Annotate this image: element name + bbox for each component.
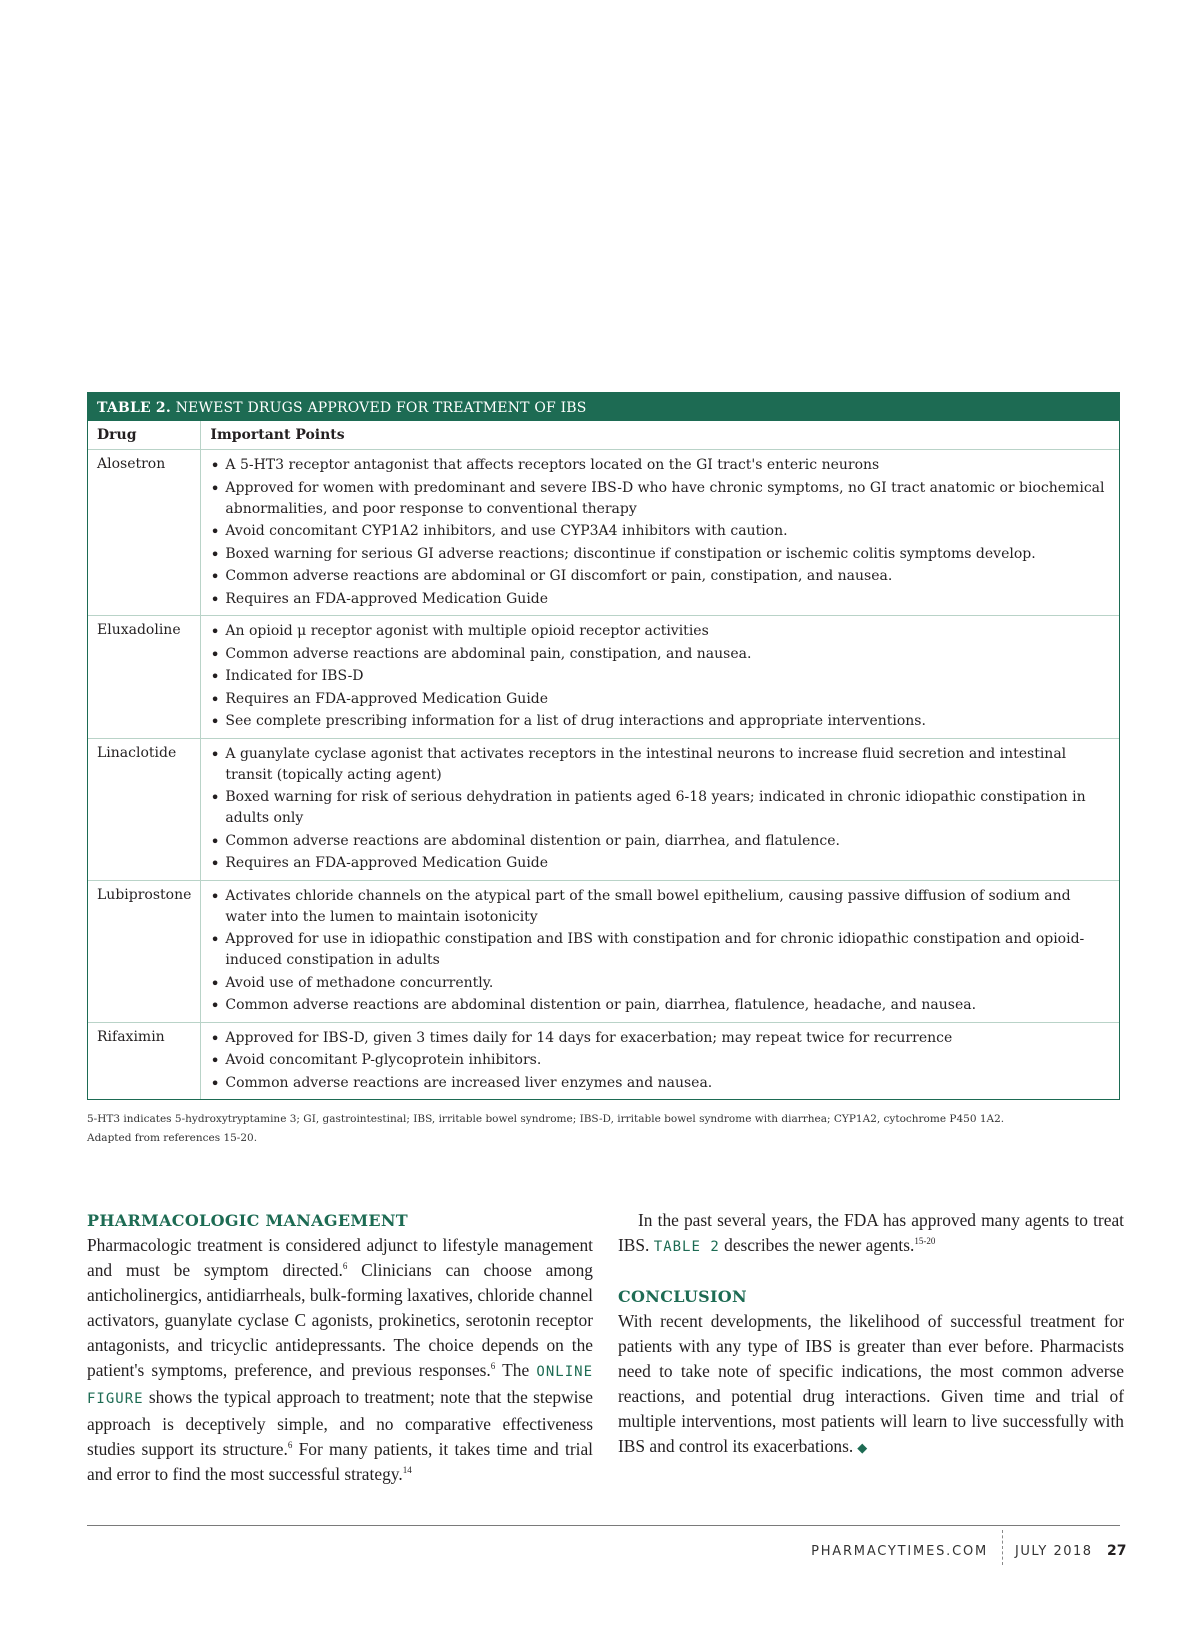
points-list	[210, 886, 1110, 1017]
ref-6c: 6	[287, 1440, 293, 1451]
para2-text-a: In the past several years, the FDA has approved many agents to treat IBS.	[618, 1210, 1124, 1255]
list-item: • Common adverse reactions are abdominal pain, constipation, and nausea.	[210, 644, 1110, 665]
heading-conclusion: CONCLUSION	[618, 1287, 747, 1306]
important-points-cell	[201, 616, 1119, 739]
pharm-text-a: Pharmacologic treatment is considered adjunct to lifestyle management and must be symptom directed.	[87, 1235, 593, 1280]
para2-text-b: describes the newer agents.	[719, 1235, 915, 1255]
table-row	[88, 1022, 1119, 1099]
list-item: • Boxed warning for risk of serious dehydration in patients aged 6-18 years; indicated in chronic idiopathic constipation in adults only	[210, 787, 1110, 829]
drug-table	[87, 392, 1120, 1100]
list-item: • Requires an FDA-approved Medication Guide	[210, 853, 1110, 874]
footer-divider	[87, 1525, 1120, 1526]
list-item: • Indicated for IBS-D	[210, 666, 1110, 687]
drug-name-cell: Alosetron	[88, 450, 201, 616]
important-points-cell	[201, 880, 1119, 1022]
pharm-text-d: shows the typical approach to treatment; note that the stepwise approach is deceptively simple, and no comparative effectiveness studies support its structure.	[87, 1387, 593, 1459]
important-points-cell	[201, 450, 1119, 616]
points-list	[210, 455, 1110, 610]
footer-separator	[1002, 1530, 1003, 1565]
table-row	[88, 450, 1119, 616]
paragraph-conclusion	[618, 1309, 1124, 1460]
ref-6b: 6	[490, 1361, 496, 1372]
list-item: • Avoid concomitant CYP1A2 inhibitors, and use CYP3A4 inhibitors with caution.	[210, 521, 1110, 542]
list-item: • Approved for women with predominant and severe IBS-D who have chronic symptoms, no GI tract anatomic or biochemical abnormalities, and poor response to conventional therapy	[210, 478, 1110, 520]
table-title-label: TABLE 2.	[97, 400, 171, 416]
footer-site-link[interactable]: PHARMACYTIMES.COM	[811, 1544, 988, 1559]
table-row	[88, 880, 1119, 1022]
list-item: • See complete prescribing information for a list of drug interactions and appropriate interventions.	[210, 711, 1110, 732]
list-item: • A guanylate cyclase agonist that activates receptors in the intestinal neurons to increase fluid secretion and intestinal transit (topically acting agent)	[210, 744, 1110, 786]
important-points-cell	[201, 1022, 1119, 1099]
drug-name-cell: Linaclotide	[88, 738, 201, 880]
footer-page-number: 27	[1107, 1543, 1127, 1559]
list-item: • Common adverse reactions are abdominal distention or pain, diarrhea, and flatulence.	[210, 831, 1110, 852]
article-column-right	[618, 1208, 1124, 1460]
table-title-text: NEWEST DRUGS APPROVED FOR TREATMENT OF IBS	[175, 400, 587, 416]
list-item: • Approved for IBS-D, given 3 times daily for 14 days for exacerbation; may repeat twice for recurrence	[210, 1028, 1110, 1049]
list-item: • Avoid use of methadone concurrently.	[210, 973, 1110, 994]
online-figure-link[interactable]: ONLINE FIGURE	[87, 1364, 593, 1407]
list-item: • Activates chloride channels on the atypical part of the small bowel epithelium, causing passive diffusion of sodium and water into the lumen to maintain isotonicity	[210, 886, 1110, 928]
ref-15-20: 15-20	[914, 1236, 936, 1247]
pharm-text-c: The	[495, 1360, 537, 1380]
pharm-text-e: For many patients, it takes time and trial and error to find the most successful strategy.	[87, 1439, 593, 1484]
drug-name-cell: Lubiprostone	[88, 880, 201, 1022]
points-list	[210, 621, 1110, 732]
table-row	[88, 616, 1119, 739]
paragraph-pharmacologic	[87, 1233, 593, 1487]
footer-issue-date: JULY 2018	[1015, 1544, 1093, 1559]
ref-14: 14	[402, 1465, 412, 1476]
heading-pharmacologic-management: PHARMACOLOGIC MANAGEMENT	[87, 1211, 408, 1230]
conclusion-text: With recent developments, the likelihood of successful treatment for patients with any type of IBS is greater than ever before. Pharmacists need to take note of specific indications, the most common adverse reactions, and potential drug interactions. Given time and trial of multiple interventions, most patients will learn to live successfully with IBS and control its exacerbations.	[618, 1311, 1124, 1456]
footnote-abbreviations: 5-HT3 indicates 5-hydroxytryptamine 3; GI, gastrointestinal; IBS, irritable bowel syndrome; IBS-D, irritable bowel syndrome with diarrhea; CYP1A2, cytochrome P450 1A2.	[87, 1113, 1005, 1125]
article-column-left	[87, 1208, 593, 1487]
table-header-row	[88, 421, 1119, 450]
end-diamond-icon: ◆	[857, 1440, 868, 1455]
table-body	[88, 450, 1119, 1100]
important-points-cell	[201, 738, 1119, 880]
pharm-text-b: Clinicians can choose among anticholinergics, antidiarrheals, bulk-forming laxatives, chloride channel activators, guanylate cyclase C agonists, prokinetics, serotonin receptor antagonists, and tricyclic antidepressants. The choice depends on the patient's symptoms, preference, and previous responses.	[87, 1260, 593, 1380]
points-list	[210, 1028, 1110, 1094]
table-row	[88, 738, 1119, 880]
list-item: • Requires an FDA-approved Medication Guide	[210, 589, 1110, 610]
drug-name-cell: Eluxadoline	[88, 616, 201, 739]
ref-6a: 6	[342, 1261, 348, 1272]
list-item: • An opioid μ receptor agonist with multiple opioid receptor activities	[210, 621, 1110, 642]
table-title	[88, 393, 1119, 421]
drug-name-cell: Rifaximin	[88, 1022, 201, 1099]
list-item: • Common adverse reactions are increased liver enzymes and nausea.	[210, 1073, 1110, 1094]
list-item: • Common adverse reactions are abdominal distention or pain, diarrhea, flatulence, headache, and nausea.	[210, 995, 1110, 1016]
col-header-drug: Drug	[88, 421, 201, 450]
drug-table-grid	[88, 421, 1119, 1099]
list-item: • Avoid concomitant P-glycoprotein inhibitors.	[210, 1050, 1110, 1071]
list-item: • Approved for use in idiopathic constipation and IBS with constipation and for chronic idiopathic constipation and opioid-induced constipation in adults	[210, 929, 1110, 971]
points-list	[210, 744, 1110, 875]
list-item: • A 5-HT3 receptor antagonist that affects receptors located on the GI tract's enteric neurons	[210, 455, 1110, 476]
paragraph-fda-agents	[618, 1208, 1124, 1260]
list-item: • Requires an FDA-approved Medication Guide	[210, 689, 1110, 710]
list-item: • Boxed warning for serious GI adverse reactions; discontinue if constipation or ischemic colitis symptoms develop.	[210, 544, 1110, 565]
table-2-link[interactable]: TABLE 2	[653, 1239, 720, 1255]
table-footnote	[87, 1110, 1127, 1148]
col-header-points: Important Points	[201, 421, 1119, 450]
list-item: • Common adverse reactions are abdominal or GI discomfort or pain, constipation, and nausea.	[210, 566, 1110, 587]
footnote-adapted: Adapted from references 15-20.	[87, 1132, 258, 1144]
